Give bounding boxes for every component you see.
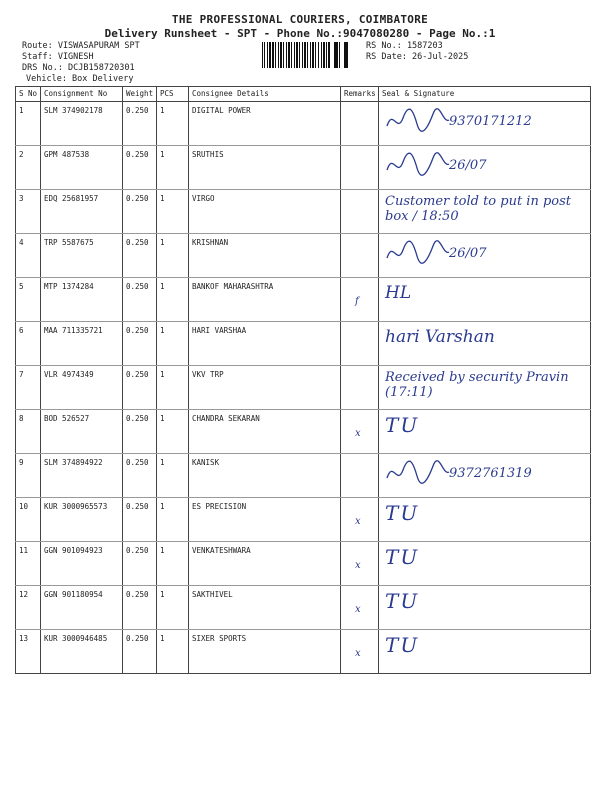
cell-weight: 0.250: [123, 542, 157, 586]
remark-mark: x: [355, 648, 361, 659]
remark-mark: x: [355, 428, 361, 439]
cell-consignee: ES PRECISION: [189, 498, 341, 542]
runsheet-table: [15, 86, 591, 674]
remark-mark: f: [355, 296, 359, 307]
cell-remarks: [341, 102, 379, 146]
cell-weight: 0.250: [123, 190, 157, 234]
cell-sno: 2: [16, 146, 41, 190]
cell-consignee: CHANDRA SEKARAN: [189, 410, 341, 454]
signature-scribble: [383, 104, 453, 138]
cell-consignment: MTP 1374284: [41, 278, 123, 322]
route-label: Route: VISWASAPURAM SPT: [22, 41, 140, 51]
signature-scribble: [383, 236, 453, 270]
cell-sno: 13: [16, 630, 41, 674]
cell-consignment: TRP 5587675: [41, 234, 123, 278]
cell-remarks: [341, 410, 379, 454]
cell-weight: 0.250: [123, 498, 157, 542]
cell-consignee: VKV TRP: [189, 366, 341, 410]
remark-mark: x: [355, 516, 361, 527]
drs-number: DRS No.: DCJB158720301: [22, 63, 135, 73]
col-sno: S No: [16, 87, 41, 102]
header-row: [16, 87, 591, 102]
handwritten-signature: 26/07: [449, 158, 487, 173]
col-weight: Weight: [123, 87, 157, 102]
cell-signature: [379, 542, 591, 586]
handwritten-signature: 9372761319: [449, 466, 532, 481]
cell-pcs: 1: [157, 586, 189, 630]
table-row: [16, 366, 591, 410]
cell-signature: [379, 322, 591, 366]
cell-remarks: [341, 190, 379, 234]
cell-consignee: SAKTHIVEL: [189, 586, 341, 630]
cell-weight: 0.250: [123, 410, 157, 454]
table-row: [16, 322, 591, 366]
cell-signature: [379, 454, 591, 498]
table-row: [16, 410, 591, 454]
rs-number: RS No.: 1587203: [366, 41, 443, 51]
cell-pcs: 1: [157, 102, 189, 146]
cell-consignee: VIRGO: [189, 190, 341, 234]
cell-weight: 0.250: [123, 586, 157, 630]
cell-pcs: 1: [157, 542, 189, 586]
cell-pcs: 1: [157, 498, 189, 542]
table-row: [16, 146, 591, 190]
cell-consignee: VENKATESHWARA: [189, 542, 341, 586]
cell-sno: 8: [16, 410, 41, 454]
cell-remarks: [341, 278, 379, 322]
table-row: [16, 190, 591, 234]
cell-pcs: 1: [157, 366, 189, 410]
cell-weight: 0.250: [123, 234, 157, 278]
cell-weight: 0.250: [123, 630, 157, 674]
col-consignee: Consignee Details: [189, 87, 341, 102]
cell-signature: [379, 278, 591, 322]
cell-signature: [379, 366, 591, 410]
cell-signature: [379, 410, 591, 454]
remark-mark: x: [355, 560, 361, 571]
table-row: [16, 586, 591, 630]
cell-pcs: 1: [157, 190, 189, 234]
handwritten-signature: TU: [385, 501, 420, 525]
handwritten-signature: TU: [385, 633, 420, 657]
remark-mark: x: [355, 604, 361, 615]
handwritten-signature: 9370171212: [449, 114, 532, 129]
col-remarks: Remarks: [341, 87, 379, 102]
cell-sno: 9: [16, 454, 41, 498]
cell-weight: 0.250: [123, 102, 157, 146]
handwritten-signature: hari Varshan: [385, 327, 495, 347]
cell-sno: 5: [16, 278, 41, 322]
cell-consignment: SLM 374894922: [41, 454, 123, 498]
cell-consignee: KRISHNAN: [189, 234, 341, 278]
cell-consignee: BANKOF MAHARASHTRA: [189, 278, 341, 322]
cell-sno: 6: [16, 322, 41, 366]
cell-pcs: 1: [157, 322, 189, 366]
cell-weight: 0.250: [123, 278, 157, 322]
cell-consignment: BOD 526527: [41, 410, 123, 454]
table-row: [16, 102, 591, 146]
cell-sno: 4: [16, 234, 41, 278]
rs-date: RS Date: 26-Jul-2025: [366, 52, 469, 62]
cell-consignee: KANISK: [189, 454, 341, 498]
cell-remarks: [341, 146, 379, 190]
cell-consignee: SIXER SPORTS: [189, 630, 341, 674]
cell-consignment: KUR 3000946485: [41, 630, 123, 674]
cell-signature: [379, 146, 591, 190]
cell-signature: [379, 498, 591, 542]
cell-remarks: [341, 322, 379, 366]
table-row: [16, 234, 591, 278]
cell-remarks: [341, 454, 379, 498]
signature-scribble: [383, 456, 453, 490]
cell-consignee: HARI VARSHAA: [189, 322, 341, 366]
staff-label: Staff: VIGNESH: [22, 52, 94, 62]
cell-signature: [379, 102, 591, 146]
handwritten-signature: TU: [385, 589, 420, 613]
handwritten-signature: TU: [385, 413, 420, 437]
cell-signature: [379, 190, 591, 234]
cell-signature: [379, 630, 591, 674]
cell-pcs: 1: [157, 454, 189, 498]
cell-consignment: VLR 4974349: [41, 366, 123, 410]
cell-consignment: GGN 901094923: [41, 542, 123, 586]
table-row: [16, 278, 591, 322]
cell-sno: 11: [16, 542, 41, 586]
cell-remarks: [341, 366, 379, 410]
cell-consignment: SLM 374902178: [41, 102, 123, 146]
signature-scribble: [383, 148, 453, 182]
cell-consignment: KUR 3000965573: [41, 498, 123, 542]
cell-pcs: 1: [157, 278, 189, 322]
cell-sno: 1: [16, 102, 41, 146]
cell-pcs: 1: [157, 234, 189, 278]
handwritten-signature: Received by security Pravin (17:11): [385, 370, 569, 400]
cell-remarks: [341, 498, 379, 542]
cell-remarks: [341, 542, 379, 586]
handwritten-signature: Customer told to put in post box / 18:50: [385, 194, 572, 224]
cell-remarks: [341, 234, 379, 278]
cell-consignment: GPM 487538: [41, 146, 123, 190]
cell-signature: [379, 234, 591, 278]
cell-sno: 12: [16, 586, 41, 630]
cell-weight: 0.250: [123, 322, 157, 366]
cell-weight: 0.250: [123, 146, 157, 190]
col-seal: Seal & Signature: [379, 87, 591, 102]
barcode-overlay: [262, 42, 350, 68]
handwritten-signature: TU: [385, 545, 420, 569]
cell-weight: 0.250: [123, 366, 157, 410]
company-title: THE PROFESSIONAL COURIERS, COIMBATORE: [171, 13, 429, 26]
cell-pcs: 1: [157, 410, 189, 454]
cell-remarks: [341, 630, 379, 674]
runsheet-title: Delivery Runsheet - SPT - Phone No.:9047080280 - Page No.:1: [104, 27, 496, 40]
cell-consignee: DIGITAL POWER: [189, 102, 341, 146]
cell-consignee: SRUTHIS: [189, 146, 341, 190]
cell-weight: 0.250: [123, 454, 157, 498]
table-row: [16, 542, 591, 586]
handwritten-signature: HL: [385, 283, 412, 303]
col-pcs: PCS: [157, 87, 189, 102]
cell-sno: 7: [16, 366, 41, 410]
table-row: [16, 630, 591, 674]
vehicle-label: Vehicle: Box Delivery: [26, 74, 134, 84]
col-consignment: Consignment No: [41, 87, 123, 102]
cell-pcs: 1: [157, 146, 189, 190]
cell-pcs: 1: [157, 630, 189, 674]
table-row: [16, 454, 591, 498]
cell-remarks: [341, 586, 379, 630]
cell-signature: [379, 586, 591, 630]
cell-consignment: MAA 711335721: [41, 322, 123, 366]
cell-consignment: EDQ 25681957: [41, 190, 123, 234]
cell-sno: 10: [16, 498, 41, 542]
table-row: [16, 498, 591, 542]
cell-consignment: GGN 901180954: [41, 586, 123, 630]
cell-sno: 3: [16, 190, 41, 234]
handwritten-signature: 26/07: [449, 246, 487, 261]
